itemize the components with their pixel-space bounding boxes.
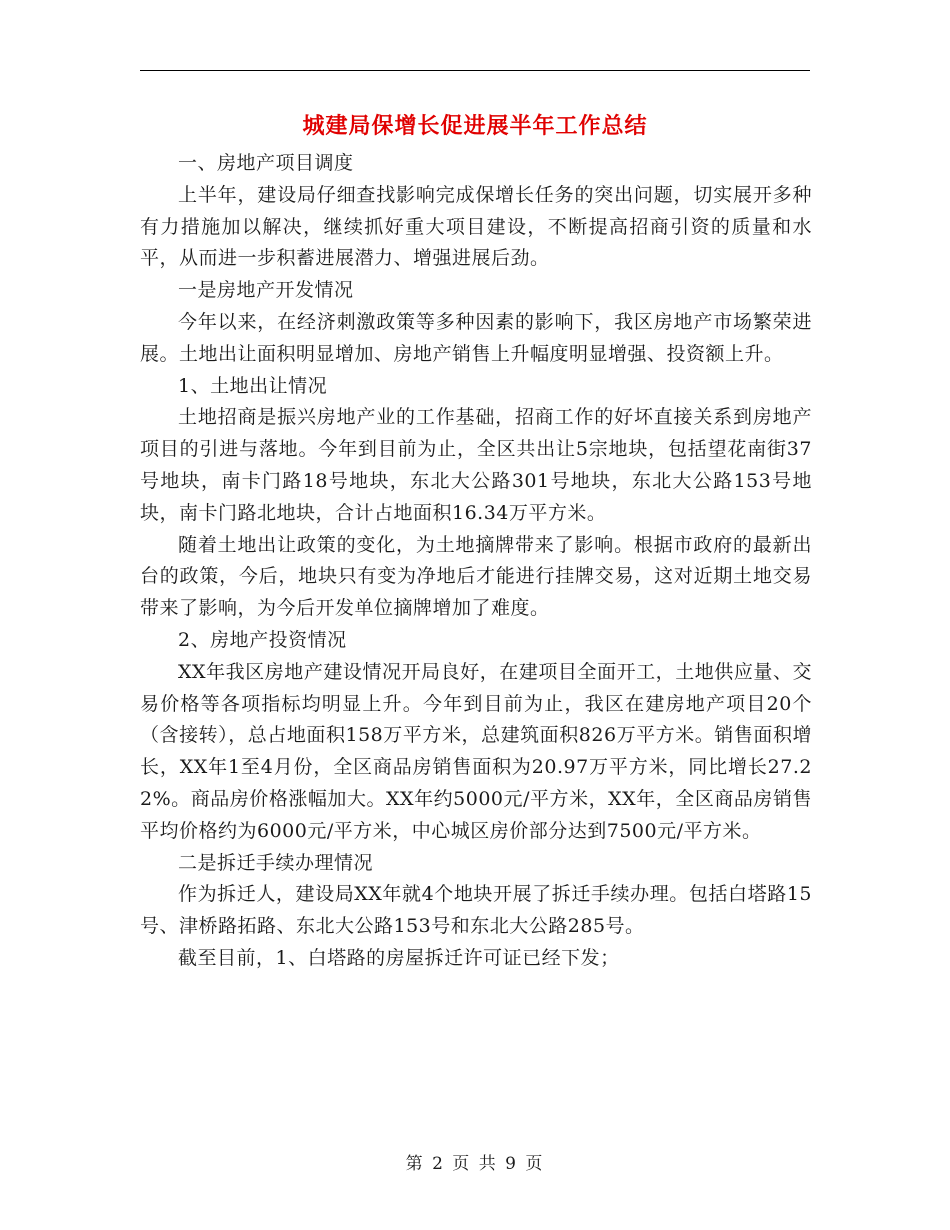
subsection-heading: 二是拆迁手续办理情况 xyxy=(178,851,374,874)
header-rule xyxy=(140,70,810,71)
body-paragraph: 土地招商是振兴房地产业的工作基础，招商工作的好坏直接关系到房地产项目的引进与落地。今年到目前为止，全区共出让5宗地块，包括望花南街37号地块，南卡门路18号地块，东北大公路301号地块，东北大公路153号地块，南卡门路北地块，合计占地面积16.34万平方米。 xyxy=(140,406,812,524)
subsection-heading: 2、房地产投资情况 xyxy=(178,628,347,651)
body-paragraph: 截至目前，1、白塔路的房屋拆迁许可证已经下发； xyxy=(178,946,620,969)
body-paragraph: 随着土地出让政策的变化，为土地摘牌带来了影响。根据市政府的最新出台的政策，今后，地块只有变为净地后才能进行挂牌交易，这对近期土地交易带来了影响，为今后开发单位摘牌增加了难度。 xyxy=(140,533,812,620)
body-paragraph: 上半年，建设局仔细查找影响完成保增长任务的突出问题，切实展开多种有力措施加以解决，继续抓好重大项目建设，不断提高招商引资的质量和水平，从而进一步积蓄进展潜力、增强进展后劲。 xyxy=(140,183,812,270)
body-paragraph: 作为拆迁人，建设局XX年就4个地块开展了拆迁手续办理。包括白塔路15号、津桥路拓路、东北大公路153号和东北大公路285号。 xyxy=(140,883,812,938)
body-paragraph: XX年我区房地产建设情况开局良好，在建项目全面开工，土地供应量、交易价格等各项指标均明显上升。今年到目前为止，我区在建房地产项目20个（含接转），总占地面积158万平方米，总建筑面积826万平方米。销售面积增长，XX年1至4月份，全区商品房销售面积为20.97万平方米，同比增长27.22%。商品房价格涨幅加大。XX年约5000元/平方米，XX年，全区商品房销售平均价格约为6000元/平方米，中心城区房价部分达到7500元/平方米。 xyxy=(140,660,812,842)
subsection-heading: 一是房地产开发情况 xyxy=(178,279,354,302)
subsection-heading: 1、土地出让情况 xyxy=(178,374,328,397)
body-paragraph: 今年以来，在经济刺激政策等多种因素的影响下，我区房地产市场繁荣进展。土地出让面积明显增加、房地产销售上升幅度明显增强、投资额上升。 xyxy=(140,310,812,365)
document-title: 城建局保增长促进展半年工作总结 xyxy=(302,113,648,139)
page-footer: 第 2 页 共 9 页 xyxy=(405,1154,545,1174)
document-body xyxy=(140,148,812,975)
section-heading: 一、房地产项目调度 xyxy=(178,152,354,174)
